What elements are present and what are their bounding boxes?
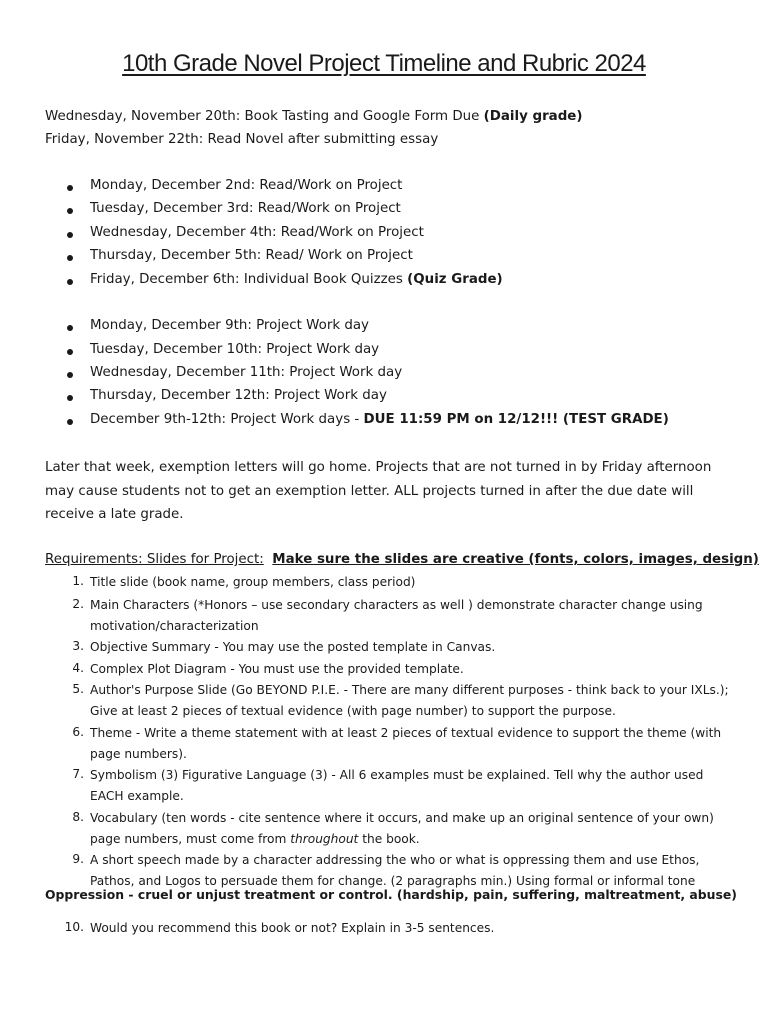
list-number: 10. [64, 920, 84, 934]
timeline-line [45, 109, 583, 124]
bullet-item: Monday, December 2nd: Read/Work on Project [90, 178, 403, 193]
list-number: 7. [72, 767, 84, 781]
bullet-item: Thursday, December 5th: Read/ Work on Project [90, 248, 413, 263]
requirements-label: Requirements: Slides for Project: [45, 552, 264, 567]
requirement-item: Author's Purpose Slide (Go BEYOND P.I.E. - There are many different purposes - think back to your IXLs.); Give at least 2 pieces of textual evidence (with page number) to support the purpose. [90, 683, 729, 718]
bullet-icon [67, 349, 73, 355]
list-number: 4. [72, 661, 84, 675]
bullet-icon [67, 419, 73, 425]
bullet-item: Wednesday, December 4th: Read/Work on Project [90, 225, 424, 240]
bullet-item: Friday, December 6th: Individual Book Quizzes (Quiz Grade) [90, 272, 503, 287]
list-number: 1. [72, 574, 84, 588]
bullet-item: Wednesday, December 11th: Project Work day [90, 365, 403, 380]
timeline-line-text: Wednesday, November 20th: Book Tasting and Google Form Due [45, 109, 484, 124]
bullet-icon [67, 372, 73, 378]
bullet-item: Tuesday, December 3rd: Read/Work on Project [90, 201, 401, 216]
requirements-heading [45, 552, 759, 567]
list-number: 3. [72, 639, 84, 653]
list-number: 5. [72, 682, 84, 696]
bullet-icon [67, 325, 73, 331]
bullet-icon [67, 232, 73, 238]
requirement-item: Symbolism (3) Figurative Language (3) - All 6 examples must be explained. Tell why the author used EACH example. [90, 768, 704, 803]
requirement-item: Title slide (book name, group members, class period) [90, 575, 416, 589]
requirement-item: Main Characters (*Honors – use secondary characters as well ) demonstrate character change using motivation/characterization [90, 598, 703, 633]
bullet-icon [67, 208, 73, 214]
bullet-icon [67, 255, 73, 261]
bullet-item: Thursday, December 12th: Project Work day [90, 388, 387, 403]
requirement-item: Complex Plot Diagram - You must use the provided template. [90, 662, 464, 676]
list-number: 2. [72, 597, 84, 611]
grade-label: (Quiz Grade) [407, 272, 503, 287]
bullet-icon [67, 185, 73, 191]
requirement-item: Objective Summary - You may use the posted template in Canvas. [90, 640, 496, 654]
requirement-item: Theme - Write a theme statement with at least 2 pieces of textual evidence to support the theme (with page numbers). [90, 726, 722, 761]
bullet-item: December 9th-12th: Project Work days - DUE 11:59 PM on 12/12!!! (TEST GRADE) [90, 412, 669, 427]
bullet-item: Tuesday, December 10th: Project Work day [90, 342, 380, 357]
list-number: 8. [72, 810, 84, 824]
timeline-line-text: Friday, November 22th: Read Novel after submitting essay [45, 132, 439, 147]
page-title: 10th Grade Novel Project Timeline and Rubric 2024 [122, 50, 646, 77]
bullet-icon [67, 395, 73, 401]
list-number: 6. [72, 725, 84, 739]
requirement-item: A short speech made by a character addressing the who or what is oppressing them and use Ethos, Pathos, and Logos to persuade them for change. (2 paragraphs min.) Using formal or informal tone [90, 853, 700, 888]
requirement-item: Vocabulary (ten words - cite sentence where it occurs, and make up an original sentence of your own) page numbers, must come from throughout the book. [90, 811, 714, 846]
timeline-line [45, 132, 438, 147]
oppression-definition: Oppression - cruel or unjust treatment or control. (hardship, pain, suffering, maltreatment, abuse) [45, 887, 737, 902]
requirement-item: Would you recommend this book or not? Explain in 3-5 sentences. [90, 921, 495, 935]
list-number: 9. [72, 852, 84, 866]
bullet-item: Monday, December 9th: Project Work day [90, 318, 369, 333]
exemption-paragraph: Later that week, exemption letters will go home. Projects that are not turned in by Friday afternoon may cause students not to get an exemption letter. ALL projects turned in after the due date will receive a late grade. [45, 460, 712, 523]
emphasis-text: throughout [290, 832, 359, 846]
bullet-icon [67, 279, 73, 285]
due-date-label: DUE 11:59 PM on 12/12!!! (TEST GRADE) [363, 412, 669, 427]
grade-label: (Daily grade) [483, 109, 583, 124]
requirements-emphasis: Make sure the slides are creative (fonts, colors, images, design) [272, 552, 759, 567]
